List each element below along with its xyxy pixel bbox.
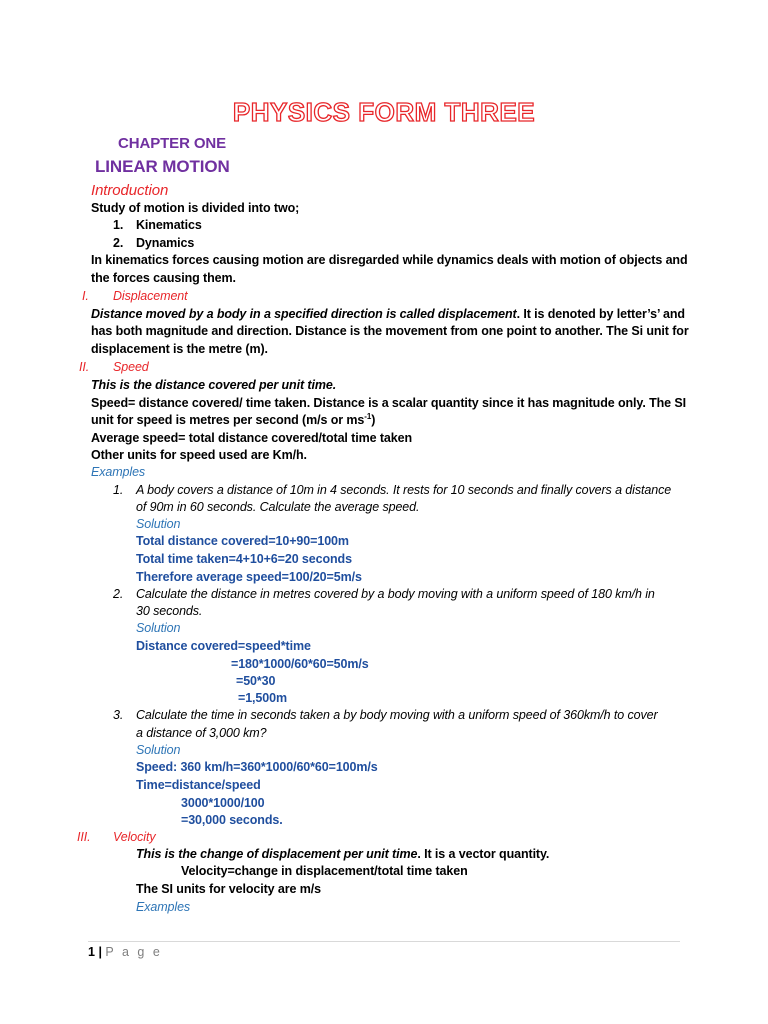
intro-line: Study of motion is divided into two; — [91, 201, 300, 215]
speed-definition: This is the distance covered per unit time. — [91, 378, 337, 392]
solution-label: Solution — [136, 743, 181, 757]
displacement-line: has both magnitude and direction. Distance is the movement from one point to another. The Si unit for — [91, 324, 689, 338]
velocity-heading: Velocity — [113, 830, 156, 844]
solution-step: Time=distance/speed — [136, 778, 261, 792]
list-item-label: Kinematics — [136, 218, 202, 232]
section-number: III. — [77, 830, 91, 844]
examples-label: Examples — [91, 465, 146, 479]
solution-step: Total time taken=4+10+6=20 seconds — [136, 552, 352, 566]
speed-line: Speed= distance covered/ time taken. Distance is a scalar quantity since it has magnitude only. The SI — [91, 396, 686, 410]
chapter-heading: CHAPTER ONE — [118, 135, 227, 152]
example-number: 2. — [113, 587, 124, 601]
solution-label: Solution — [136, 621, 181, 635]
speed-line: Average speed= total distance covered/total time taken — [91, 431, 412, 445]
example-question: A body covers a distance of 10m in 4 seconds. It rests for 10 seconds and finally covers a distance — [136, 483, 672, 497]
section-number: II. — [79, 360, 90, 374]
examples-label: Examples — [136, 900, 191, 914]
document-title: PHYSICS FORM THREE — [232, 97, 536, 127]
speed-line: Other units for speed used are Km/h. — [91, 448, 307, 462]
example-number: 1. — [113, 483, 124, 497]
velocity-line: Velocity=change in displacement/total time taken — [181, 864, 468, 878]
intro-paragraph: the forces causing them. — [91, 271, 236, 285]
example-question: of 90m in 60 seconds. Calculate the average speed. — [136, 500, 420, 514]
velocity-line: This is the change of displacement per unit time. It is a vector quantity. — [136, 847, 550, 861]
page-number: 1 — [88, 945, 95, 959]
footer-divider — [88, 941, 680, 942]
speed-line: unit for speed is metres per second (m/s or $ms^{-1}$) — [91, 411, 376, 427]
solution-step: Therefore average speed=100/20=5m/s — [136, 570, 362, 584]
displacement-line: displacement is the metre (m). — [91, 342, 268, 356]
list-item-label: Dynamics — [136, 236, 195, 250]
introduction-heading: Introduction — [91, 182, 169, 199]
list-item: 1. — [113, 218, 124, 232]
example-question: Calculate the time in seconds taken a by body moving with a uniform speed of 360km/h to cover — [136, 708, 658, 722]
example-number: 3. — [113, 708, 124, 722]
example-question: a distance of 3,000 km? — [136, 726, 267, 740]
list-item: 2. — [113, 236, 124, 250]
solution-label: Solution — [136, 517, 181, 531]
solution-step: 3000*1000/100 — [181, 796, 265, 810]
solution-step: Speed: 360 km/h=360*1000/60*60=100m/s — [136, 760, 378, 774]
page-footer — [88, 944, 162, 961]
example-question: 30 seconds. — [136, 604, 203, 618]
solution-step: =1,500m — [238, 691, 287, 705]
section-number: I. — [82, 289, 89, 303]
speed-heading: Speed — [113, 360, 149, 374]
topic-heading: LINEAR MOTION — [95, 157, 230, 176]
solution-step: =180*1000/60*60=50m/s — [231, 657, 369, 671]
solution-step: Total distance covered=10+90=100m — [136, 534, 349, 548]
solution-step: =30,000 seconds. — [181, 813, 283, 827]
displacement-heading: Displacement — [113, 289, 188, 303]
intro-paragraph: In kinematics forces causing motion are disregarded while dynamics deals with motion of objects and — [91, 253, 688, 267]
velocity-line: The SI units for velocity are m/s — [136, 882, 321, 896]
displacement-line: Distance moved by a body in a specified direction is called displacement. It is denoted by letter’s’ and — [91, 307, 685, 321]
solution-step: =50*30 — [236, 674, 276, 688]
page-label: P a g e — [105, 945, 163, 959]
solution-step: Distance covered=speed*time — [136, 639, 311, 653]
footer-separator: | — [98, 945, 102, 959]
example-question: Calculate the distance in metres covered by a body moving with a uniform speed of 180 km/h in — [136, 587, 655, 601]
